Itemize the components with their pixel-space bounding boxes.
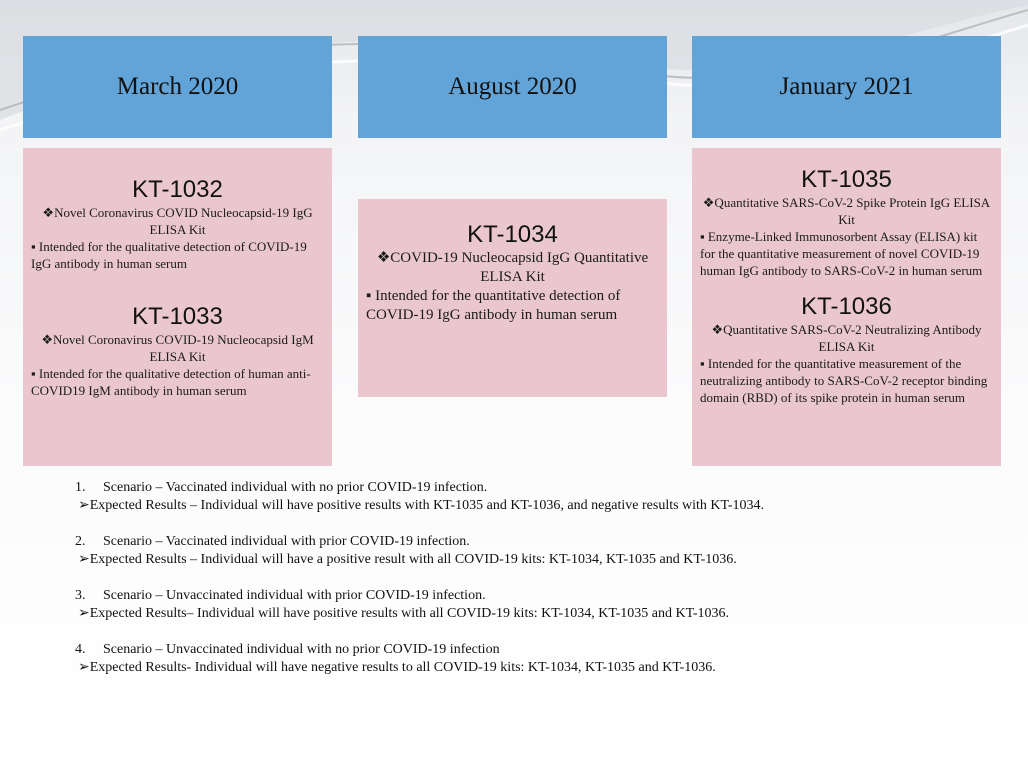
scenario-item — [75, 533, 975, 569]
kit-code: KT-1035 — [801, 166, 892, 193]
kit-description: ▪ Intended for the qualitative detection of COVID-19 IgG antibody in human serum — [31, 239, 307, 271]
kit-name: ❖Novel Coronavirus COVID Nucleocapsid-19 IgG ELISA Kit — [42, 205, 313, 237]
header-march-2020 — [23, 36, 332, 138]
kit-name: ❖Quantitative SARS-CoV-2 Neutralizing Antibody ELISA Kit — [711, 322, 982, 354]
header-january-2021 — [692, 36, 1001, 138]
kit-description: ▪ Intended for the qualitative detection of human anti-COVID19 IgM antibody in human serum — [31, 366, 311, 398]
kit-kt-1032 — [31, 176, 324, 272]
scenario-item — [75, 641, 975, 677]
kit-name: ❖Novel Coronavirus COVID-19 Nucleocapsid IgM ELISA Kit — [41, 332, 314, 364]
expected-results: ➢Expected Results – Individual will have positive results with KT-1035 and KT-1036, and negative results with KT-1034. — [78, 498, 764, 513]
scenario-list — [75, 479, 975, 695]
kit-name: ❖COVID-19 Nucleocapsid IgG Quantitative ELISA Kit — [376, 250, 649, 285]
card-august-2020 — [358, 199, 667, 397]
expected-results: ➢Expected Results– Individual will have positive results with all COVID-19 kits: KT-1034, KT-1035 and KT-1036. — [78, 606, 729, 621]
kit-description: ▪ Intended for the quantitative measurement of the neutralizing antibody to SARS-CoV-2 receptor binding domain (RBD) of its spike protein in human serum — [700, 356, 988, 405]
scenario-item — [75, 587, 975, 623]
kit-code: KT-1033 — [132, 303, 223, 330]
kit-code: KT-1036 — [801, 293, 892, 320]
kit-kt-1035 — [700, 166, 993, 279]
kit-name: ❖Quantitative SARS-CoV-2 Spike Protein IgG ELISA Kit — [702, 195, 991, 227]
kit-description: ▪ Intended for the quantitative detection of COVID-19 IgG antibody in human serum — [366, 288, 621, 323]
header-august-2020 — [358, 36, 667, 138]
scenario-text: 2. Scenario – Vaccinated individual with prior COVID-19 infection. — [75, 534, 470, 549]
scenario-text: 1. Scenario – Vaccinated individual with no prior COVID-19 infection. — [75, 480, 488, 495]
expected-results: ➢Expected Results- Individual will have negative results to all COVID-19 kits: KT-1034, KT-1035 and KT-1036. — [78, 660, 716, 675]
header-label: March 2020 — [116, 73, 239, 100]
header-label: August 2020 — [448, 73, 577, 100]
kit-code: KT-1034 — [467, 221, 558, 248]
card-march-2020 — [23, 148, 332, 466]
scenario-item — [75, 479, 975, 515]
kit-kt-1036 — [700, 293, 993, 406]
expected-results: ➢Expected Results – Individual will have a positive result with all COVID-19 kits: KT-1034, KT-1035 and KT-1036. — [78, 552, 737, 567]
scenario-text: 4. Scenario – Unvaccinated individual with no prior COVID-19 infection — [75, 642, 500, 657]
kit-description: ▪ Enzyme-Linked Immunosorbent Assay (ELISA) kit for the quantitative measurement of novel COVID-19 human IgG antibody to SARS-CoV-2 in human serum — [700, 229, 983, 278]
kit-code: KT-1032 — [132, 176, 223, 203]
kit-kt-1033 — [31, 303, 324, 399]
card-january-2021 — [692, 148, 1001, 466]
scenario-text: 3. Scenario – Unvaccinated individual with prior COVID-19 infection. — [75, 588, 486, 603]
header-label: January 2021 — [779, 73, 914, 100]
